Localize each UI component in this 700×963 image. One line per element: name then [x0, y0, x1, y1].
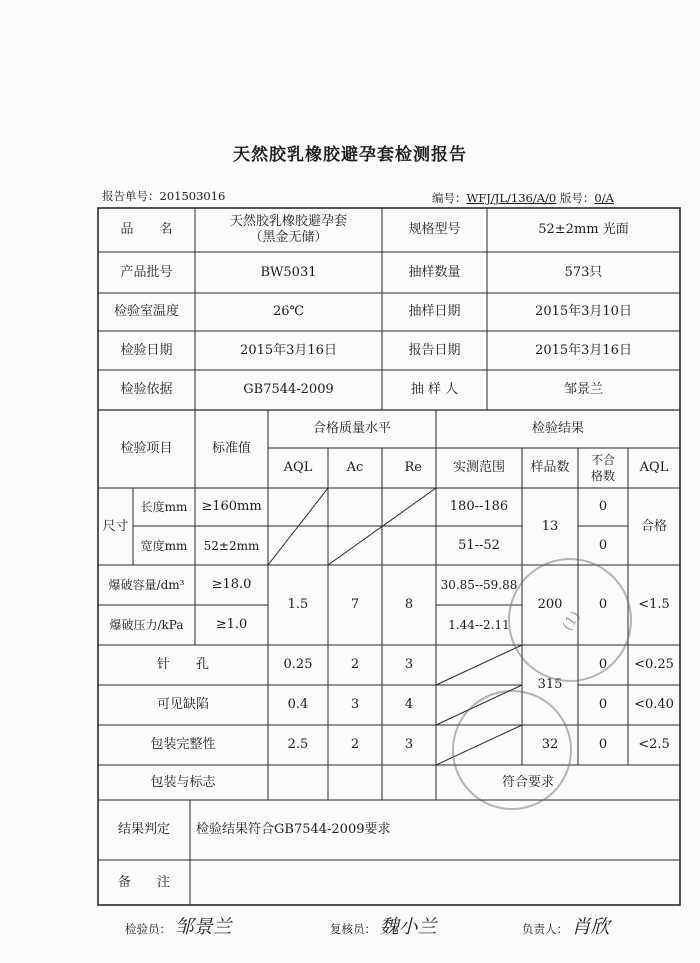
defects-nonconform: 0: [598, 697, 608, 712]
conclusion-label: 结果判定: [117, 822, 170, 837]
sample-qty-value: 573只: [564, 264, 603, 280]
remark-label: 备 注: [117, 874, 170, 890]
defects-ac: 3: [350, 697, 360, 712]
batch-label: 产品批号: [120, 264, 173, 280]
report-title: 天然胶乳橡胶避孕套检测报告: [233, 145, 467, 165]
length-label: 长度mm: [140, 500, 188, 514]
reviewer-signature-row: [330, 912, 437, 939]
reviewer-signature: 魏小兰: [379, 916, 437, 938]
report-date-label: 报告日期: [408, 342, 461, 358]
sample-qty-label: 抽样数量: [408, 264, 461, 280]
report-date-value: 2015年3月16日: [535, 342, 632, 358]
batch-value: BW5031: [260, 264, 317, 280]
burst-nonconform: 0: [598, 597, 608, 612]
width-nonconform: 0: [598, 537, 608, 553]
sample-date-label: 抽样日期: [408, 304, 461, 319]
package-samples: 32: [541, 737, 559, 752]
burst-volume-range: 30.85--59.88: [440, 578, 518, 592]
package-aql: 2.5: [287, 737, 309, 752]
width-label: 宽度mm: [140, 538, 188, 553]
header-ac: Ac: [346, 460, 364, 475]
header-quality-level: 合格质量水平: [312, 421, 391, 436]
pinhole-defects-samples: 315: [537, 677, 563, 692]
reviewer-label: 复核员：: [330, 922, 376, 936]
spec-value: 52±2mm 光面: [538, 222, 629, 237]
basis-label: 检验依据: [120, 382, 173, 397]
defects-aql-result: <0.40: [634, 697, 674, 712]
burst-volume-label: 爆破容量/dm³: [108, 578, 185, 592]
product-name-line2: （黑金无储）: [249, 230, 328, 245]
product-name-value: [195, 208, 382, 252]
pinhole-ac: 2: [350, 657, 360, 672]
header-range: 实测范围: [452, 460, 505, 475]
inspector-signature: 邹景兰: [174, 916, 232, 938]
header-standard: 标准值: [211, 441, 251, 456]
room-temp-value: 26℃: [272, 304, 305, 319]
header-item: 检验项目: [120, 441, 173, 456]
package-nonconform: 0: [598, 737, 608, 752]
size-label: 尺寸: [102, 518, 129, 534]
header-aql-result: AQL: [639, 460, 669, 475]
size-samples: 13: [541, 518, 559, 534]
spec-label: 规格型号: [408, 222, 461, 237]
header-aql: AQL: [283, 460, 313, 475]
version-value: 0/A: [594, 191, 614, 205]
inspector-label: 检验员：: [125, 922, 171, 936]
basis-value: GB7544-2009: [243, 382, 334, 397]
header-re: Re: [404, 460, 422, 475]
manager-label: 负责人：: [522, 922, 568, 936]
manager-signature: 肖欣: [571, 916, 610, 938]
length-nonconform: 0: [598, 499, 608, 514]
burst-pressure-label: 爆破压力/kPa: [109, 618, 184, 632]
code-value: WFJ/JL/136/A/0: [466, 191, 557, 205]
pinhole-aql: 0.25: [283, 657, 313, 672]
marking-label: 包装与标志: [150, 774, 216, 790]
test-date-value: 2015年3月16日: [240, 342, 337, 358]
header-sample-count: 样品数: [530, 460, 570, 475]
product-name-line1: 天然胶乳橡胶避孕套: [229, 214, 347, 229]
burst-aql-result: <1.5: [638, 597, 670, 612]
burst-aql: 1.5: [287, 597, 309, 612]
header-result: 检验结果: [531, 421, 584, 436]
burst-pressure-standard: ≥1.0: [215, 617, 248, 632]
marking-result: 符合要求: [501, 774, 554, 790]
report-number-label: 报告单号：: [102, 189, 160, 203]
room-temp-label: 检验室温度: [113, 304, 179, 319]
manager-signature-row: [522, 912, 610, 939]
package-re: 3: [404, 737, 414, 752]
version-label: 版号：: [559, 191, 595, 205]
burst-volume-standard: ≥18.0: [211, 577, 252, 592]
report-number-value: 201503016: [159, 189, 226, 203]
width-standard: 52±2mm: [203, 538, 260, 553]
sampler-value: 邹景兰: [563, 382, 603, 397]
svg-text:(1): (1): [559, 608, 584, 634]
code-label: 编号：: [432, 191, 467, 205]
burst-samples: 200: [537, 597, 563, 612]
defects-aql: 0.4: [287, 697, 309, 712]
defects-label: 可见缺陷: [156, 697, 209, 712]
burst-ac: 7: [350, 597, 360, 612]
product-name-label: 品 名: [120, 222, 173, 237]
length-standard: ≥160mm: [201, 499, 262, 514]
sampler-label: 抽 样 人: [410, 382, 459, 397]
package-label: 包装完整性: [150, 737, 216, 752]
pinhole-re: 3: [404, 657, 414, 672]
burst-pressure-range: 1.44--2.11: [448, 618, 510, 632]
defects-re: 4: [404, 697, 414, 712]
inspector-signature-row: [125, 912, 232, 939]
conclusion-value: 检验结果符合GB7544-2009要求: [196, 822, 391, 837]
header-nonconform: 不合格数: [590, 453, 615, 483]
sample-date-value: 2015年3月10日: [535, 304, 632, 319]
size-aql-result: 合格: [640, 518, 667, 534]
package-ac: 2: [350, 737, 360, 752]
burst-re: 8: [404, 597, 414, 612]
pinhole-label: 针 孔: [156, 657, 209, 672]
test-date-label: 检验日期: [120, 342, 173, 358]
pinhole-nonconform: 0: [598, 657, 608, 672]
package-aql-result: <2.5: [638, 737, 670, 752]
length-range: 180--186: [449, 499, 509, 514]
width-range: 51--52: [458, 537, 500, 553]
pinhole-aql-result: <0.25: [634, 657, 674, 672]
